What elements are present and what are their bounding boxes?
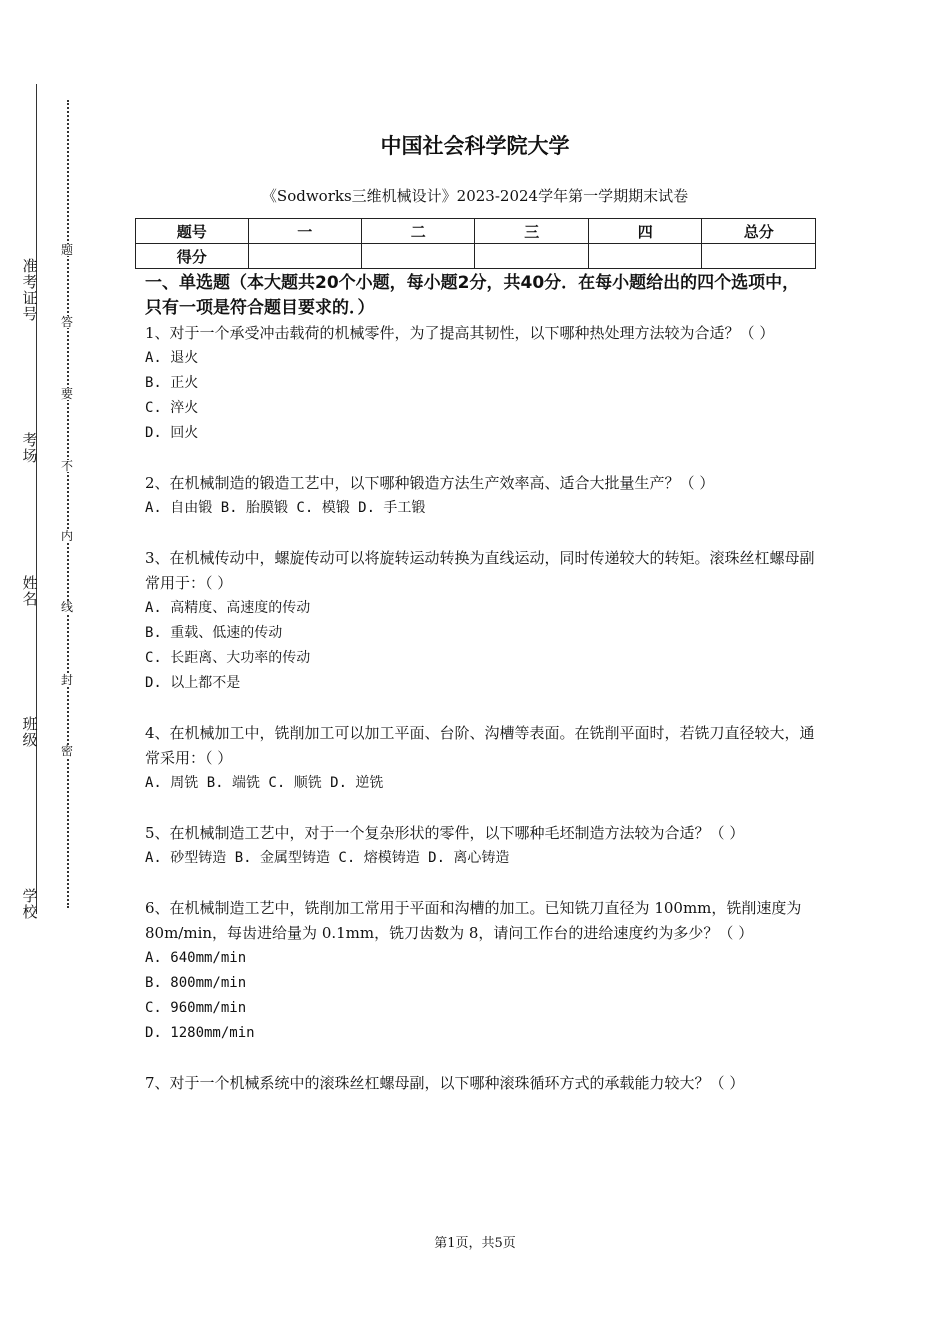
seal-char: 线 <box>60 600 73 614</box>
exam-id-label: 准考证号 <box>22 257 38 323</box>
question-option[interactable]: B. 正火 <box>145 375 199 391</box>
question-option[interactable]: C. 960mm/min <box>145 1000 247 1016</box>
question-option[interactable]: D. 1280mm/min <box>145 1025 255 1041</box>
name-label: 姓名 <box>22 574 38 608</box>
school-label: 学校 <box>22 887 38 921</box>
question-stem: 6、在机械制造工艺中，铣削加工常用于平面和沟槽的加工。已知铣刀直径为 100mm，铣削速度为 80m/min，每齿进给量为 0.1mm，铣刀齿数为 8，请问工作台的进给速度约为多少？（ ） <box>145 899 802 942</box>
seal-char: 题 <box>60 243 73 257</box>
question-options-inline[interactable]: A. 砂型铸造 B. 金属型铸造 C. 熔模铸造 D. 离心铸造 <box>145 850 510 866</box>
table-cell: 三 <box>475 219 588 244</box>
table-cell: 题号 <box>136 219 249 244</box>
score-cell[interactable] <box>361 244 474 269</box>
question-option[interactable]: C. 长距离、大功率的传动 <box>145 650 311 666</box>
question-item <box>145 896 815 1046</box>
score-table <box>135 218 816 269</box>
seal-char: 密 <box>60 744 73 758</box>
seal-char: 不 <box>60 459 73 473</box>
score-cell[interactable] <box>475 244 588 269</box>
page-footer: 第1页，共5页 <box>434 1236 516 1251</box>
question-item <box>145 821 815 871</box>
question-option[interactable]: A. 退火 <box>145 350 199 366</box>
seal-char: 答 <box>60 315 73 329</box>
question-stem: 1、对于一个承受冲击载荷的机械零件，为了提高其韧性，以下哪种热处理方法较为合适？（ ） <box>145 324 775 342</box>
question-option[interactable]: D. 回火 <box>145 425 199 441</box>
question-item <box>145 1071 815 1096</box>
question-option[interactable]: B. 800mm/min <box>145 975 247 991</box>
question-options-inline[interactable]: A. 自由锻 B. 胎膜锻 C. 模锻 D. 手工锻 <box>145 500 426 516</box>
table-cell: 总分 <box>702 219 816 244</box>
binding-solid-line <box>36 84 37 914</box>
seal-char: 要 <box>60 387 73 401</box>
question-option[interactable]: D. 以上都不是 <box>145 675 241 691</box>
question-item <box>145 721 815 796</box>
table-cell: 二 <box>361 219 474 244</box>
score-table-header-row <box>136 219 816 244</box>
seal-dotted-line <box>67 100 69 908</box>
question-stem: 3、在机械传动中，螺旋传动可以将旋转运动转换为直线运动，同时传递较大的转矩。滚珠丝杠螺母副常用于：（ ） <box>145 549 815 592</box>
table-cell: 四 <box>588 219 701 244</box>
university-title: 中国社会科学院大学 <box>380 134 570 158</box>
question-options-inline[interactable]: A. 周铣 B. 端铣 C. 顺铣 D. 逆铣 <box>145 775 384 791</box>
question-stem: 7、对于一个机械系统中的滚珠丝杠螺母副，以下哪种滚珠循环方式的承载能力较大？（ ） <box>145 1074 745 1092</box>
seal-char: 内 <box>60 529 73 543</box>
question-item <box>145 321 815 446</box>
section-heading: 一、单选题（本大题共20个小题，每小题2分，共40分．在每小题给出的四个选项中，只有一项是符合题目要求的．） <box>145 273 800 318</box>
question-stem: 2、在机械制造的锻造工艺中，以下哪种锻造方法生产效率高、适合大批量生产？（ ） <box>145 474 715 492</box>
exam-room-label: 考场 <box>22 431 38 465</box>
seal-char: 封 <box>60 673 73 687</box>
question-option[interactable]: C. 淬火 <box>145 400 199 416</box>
score-cell[interactable] <box>248 244 361 269</box>
question-list <box>145 321 815 1121</box>
question-option[interactable]: A. 高精度、高速度的传动 <box>145 600 311 616</box>
score-cell[interactable] <box>702 244 816 269</box>
score-table-score-row <box>136 244 816 269</box>
question-stem: 4、在机械加工中，铣削加工可以加工平面、台阶、沟槽等表面。在铣削平面时，若铣刀直径较大，通常采用：（ ） <box>145 724 815 767</box>
table-cell: 得分 <box>136 244 249 269</box>
question-item <box>145 471 815 521</box>
class-label: 班级 <box>22 715 38 749</box>
exam-title: 《Sodworks三维机械设计》2023-2024学年第一学期期末试卷 <box>261 187 689 205</box>
question-option[interactable]: A. 640mm/min <box>145 950 247 966</box>
question-stem: 5、在机械制造工艺中，对于一个复杂形状的零件，以下哪种毛坯制造方法较为合适？（ ） <box>145 824 745 842</box>
score-cell[interactable] <box>588 244 701 269</box>
table-cell: 一 <box>248 219 361 244</box>
question-item <box>145 546 815 696</box>
question-option[interactable]: B. 重载、低速的传动 <box>145 625 283 641</box>
